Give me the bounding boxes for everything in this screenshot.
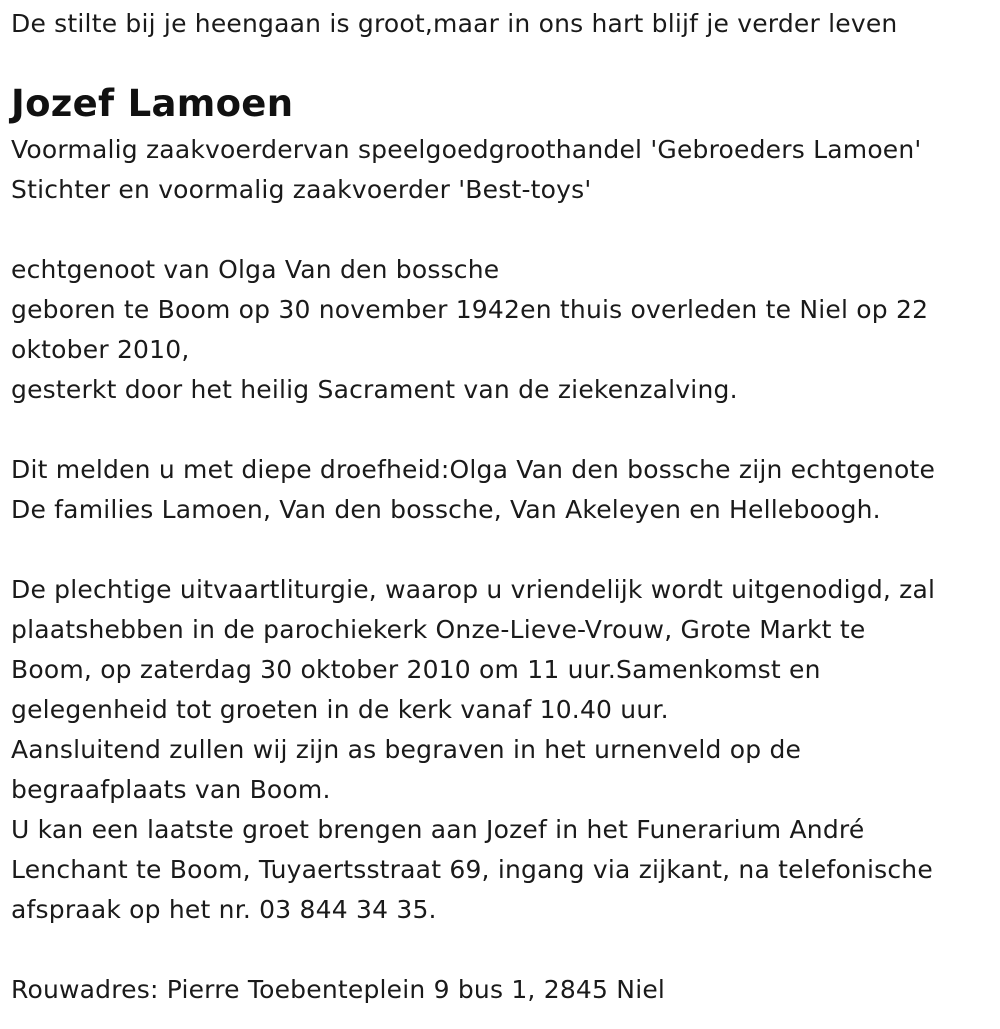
funeral-line: gelegenheid tot groeten in de kerk vanaf 10.40 uur. [11,695,669,724]
funeral-line: De plechtige uitvaartliturgie, waarop u vriendelijk wordt uitgenodigd, zal [11,575,936,604]
paragraph-spacer [11,210,991,250]
biography-line: geboren te Boom op 30 november 1942en thuis overleden te Niel op 22 [11,295,929,324]
funeral-line: afspraak op het nr. 03 844 34 35. [11,895,437,924]
role-line: Stichter en voormalig zaakvoerder 'Best-toys' [11,175,592,204]
obituary-document [11,4,991,1010]
biography-line: oktober 2010, [11,335,190,364]
paragraph-spacer [11,410,991,450]
funeral-line: Lenchant te Boom, Tuyaertsstraat 69, ingang via zijkant, na telefonische [11,855,933,884]
announcement-line: Dit melden u met diepe droefheid:Olga Van den bossche zijn echtgenote [11,455,936,484]
role-line: Voormalig zaakvoerdervan speelgoedgroothandel 'Gebroeders Lamoen' [11,135,922,164]
funeral-line: Aansluitend zullen wij zijn as begraven in het urnenveld op de [11,735,802,764]
biography-line: gesterkt door het heilig Sacrament van de ziekenzalving. [11,375,738,404]
announcement-line: De families Lamoen, Van den bossche, Van Akeleyen en Helleboogh. [11,495,881,524]
biography-line: echtgenoot van Olga Van den bossche [11,255,500,284]
mourning-address: Rouwadres: Pierre Toebenteplein 9 bus 1, 2845 Niel [11,975,666,1004]
deceased-name: Jozef Lamoen [11,82,294,125]
funeral-line: plaatshebben in de parochiekerk Onze-Lieve-Vrouw, Grote Markt te [11,615,866,644]
paragraph-spacer [11,530,991,570]
funeral-line: begraafplaats van Boom. [11,775,331,804]
funeral-line: Boom, op zaterdag 30 oktober 2010 om 11 uur.Samenkomst en [11,655,821,684]
motto-text: De stilte bij je heengaan is groot,maar in ons hart blijf je verder leven [11,9,898,38]
paragraph-spacer [11,930,991,970]
funeral-line: U kan een laatste groet brengen aan Jozef in het Funerarium André [11,815,865,844]
